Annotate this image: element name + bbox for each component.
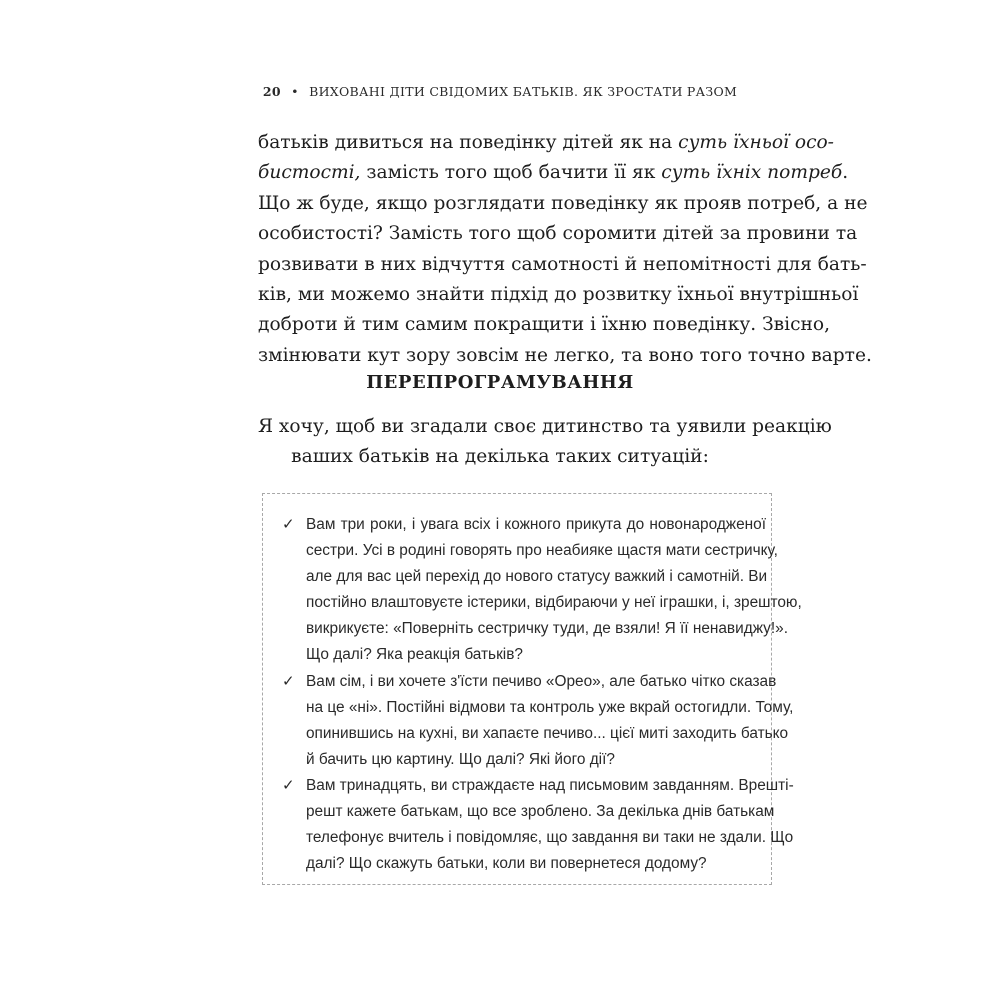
emphasis-text: бистості, <box>258 162 361 184</box>
list-item <box>282 773 794 877</box>
paragraph-line-3: Що ж буде, якщо розглядати поведінку як прояв потреб, а не <box>258 192 868 214</box>
item-line: й бачить цю картину. Що далі? Які його дії? <box>306 750 615 768</box>
emphasis-text: суть їхніх потреб <box>661 162 843 184</box>
item-line: викрикуєте: «Поверніть сестричку туди, де взяли! Я її ненавиджу!». <box>306 620 788 638</box>
paragraph-line-6: ків, ми можемо знайти підхід до розвитку їхньої внутрішньої <box>258 284 859 306</box>
book-title: ВИХОВАНІ ДІТИ СВІДОМИХ БАТЬКІВ. ЯК ЗРОСТАТИ РАЗОМ <box>309 84 738 99</box>
intro-paragraph <box>258 412 832 473</box>
section-heading: ПЕРЕПРОГРАМУВАННЯ <box>366 372 634 393</box>
intro-line-1: Я хочу, щоб ви згадали своє дитинство та уявили реакцію <box>258 416 832 437</box>
item-line: але для вас цей перехід до нового статусу важкий і самотній. Ви <box>306 568 768 586</box>
item-line: решт кажете батькам, що все зроблено. За декілька днів батькам <box>306 803 775 821</box>
situations-list <box>282 512 802 877</box>
paragraph-line-8: змінювати кут зору зовсім не легко, та воно того точно варте. <box>258 344 872 366</box>
item-line: опинившись на кухні, ви хапаєте печиво... цієї миті заходить батько <box>306 724 789 742</box>
item-line: постійно влаштовуєте істерики, відбираючи у неї іграшки, і, зрештою, <box>306 594 802 612</box>
list-item <box>282 512 802 669</box>
paragraph-line-1 <box>258 128 834 158</box>
intro-line-2: ваших батьків на декілька таких ситуацій: <box>291 446 709 468</box>
line-text: . <box>842 162 849 184</box>
item-line: Що далі? Яка реакція батьків? <box>306 646 523 664</box>
list-item <box>282 669 794 773</box>
paragraph-line-5: розвивати в них відчуття самотності й непомітності для бать- <box>258 253 867 275</box>
paragraph-line-2 <box>258 158 849 188</box>
line-text: батьків дивиться на поведінку дітей як на <box>258 132 679 153</box>
paragraph-line-4: особистості? Замість того щоб соромити дітей за провини та <box>258 223 858 245</box>
item-line: телефонує вчитель і повідомляє, що завдання ви таки не здали. Що <box>306 829 794 847</box>
item-line: Вам сім, і ви хочете з'їсти печиво «Орео», але батько чітко сказав <box>306 672 777 690</box>
item-line: на це «ні». Постійні відмови та контроль уже вкрай остогидли. Тому, <box>306 698 794 716</box>
page-number: 20 <box>262 84 281 99</box>
item-line: Вам три роки, і увага всіх і кожного прикута до новонародженої <box>306 516 766 533</box>
emphasis-text: суть їхньої осо- <box>678 132 834 153</box>
checkmark-icon: ✓ <box>282 776 295 794</box>
checkmark-icon: ✓ <box>282 672 295 690</box>
header-separator: • <box>291 84 299 99</box>
running-header <box>258 84 742 99</box>
item-line: далі? Що скажуть батьки, коли ви повернетеся додому? <box>306 855 707 873</box>
body-paragraph <box>258 128 872 371</box>
item-line: Вам тринадцять, ви страждаєте над письмовим завданням. Врешті- <box>306 776 794 794</box>
paragraph-line-7: доброти й тим самим покращити і їхню поведінку. Звісно, <box>258 314 830 336</box>
line-text: замість того щоб бачити її як <box>360 162 662 184</box>
item-line: сестри. Усі в родині говорять про неабияке щастя мати сестричку, <box>306 542 778 560</box>
checkmark-icon: ✓ <box>282 516 295 533</box>
